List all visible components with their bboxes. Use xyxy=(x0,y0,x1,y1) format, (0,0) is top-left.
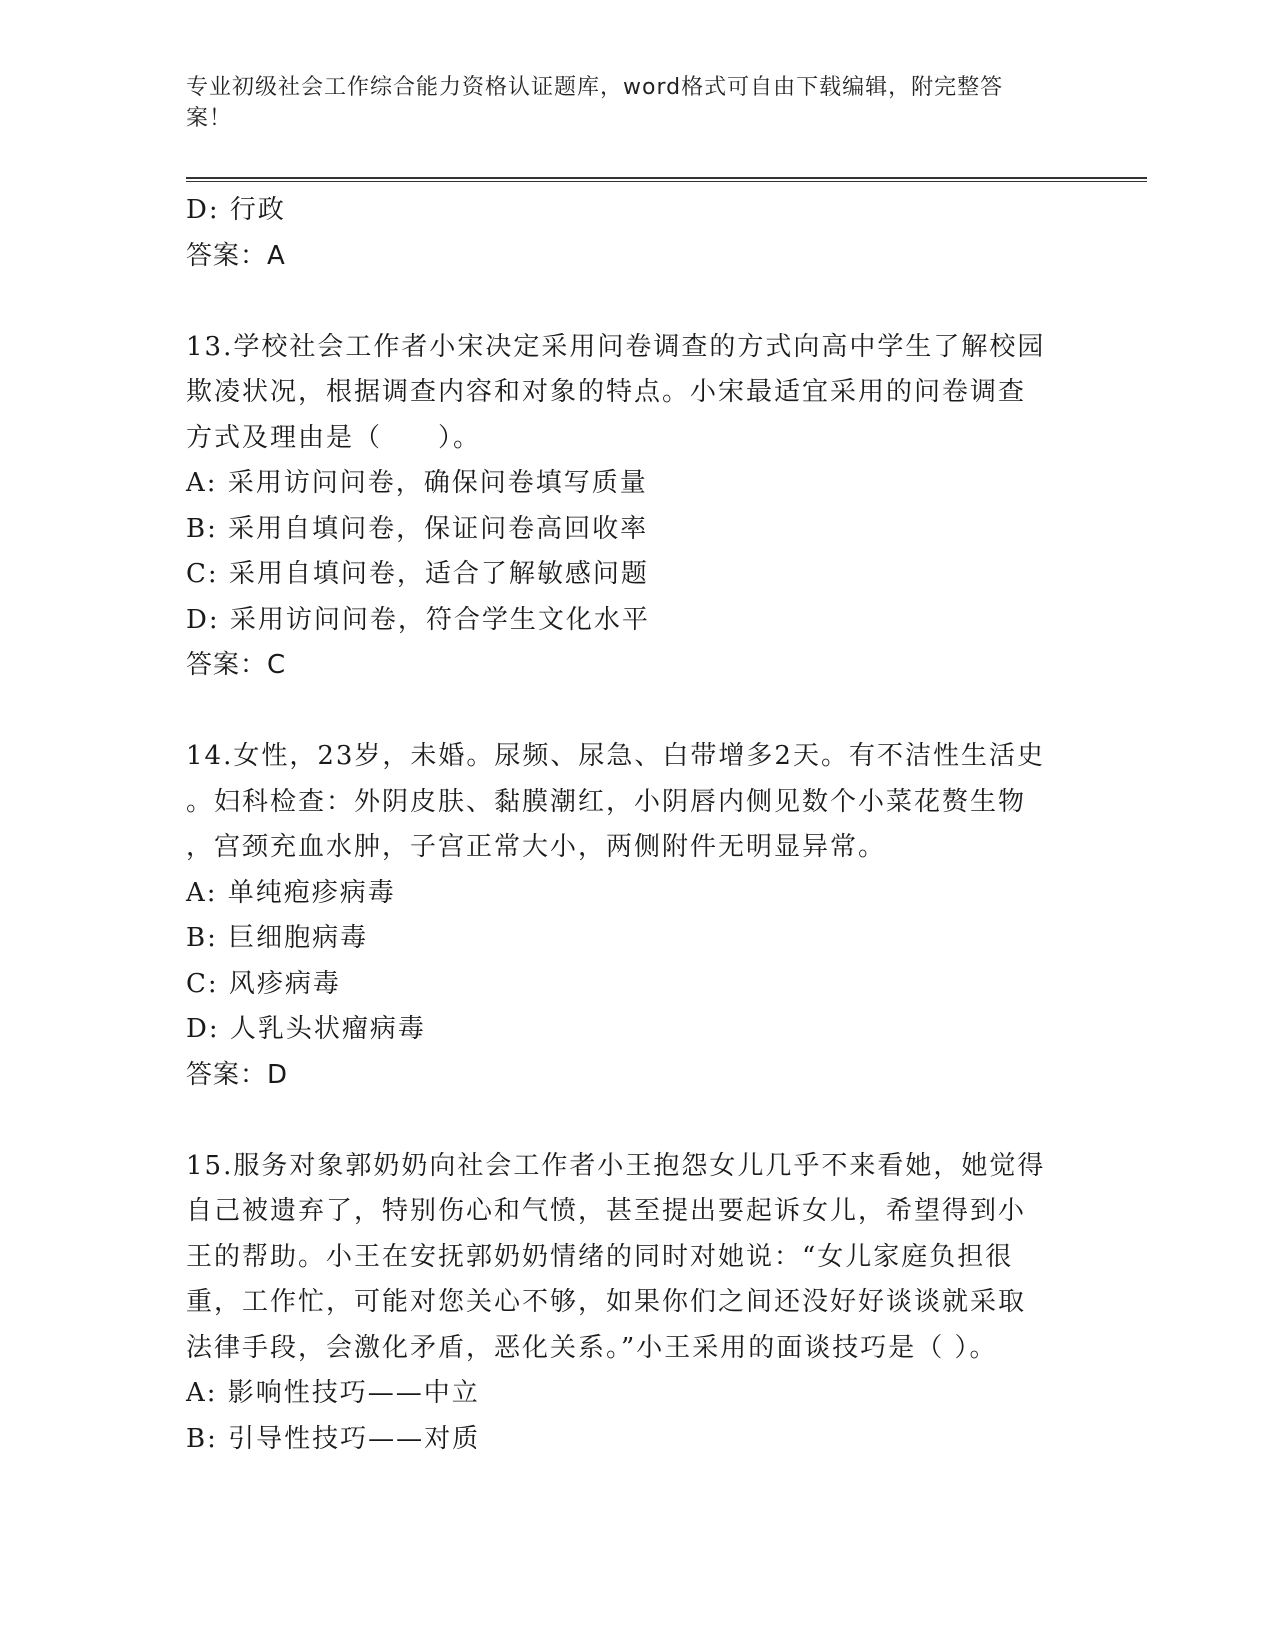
question-12-tail xyxy=(186,188,1086,279)
question-13-stem-line-2: 欺凌状况，根据调查内容和对象的特点。小宋最适宜采用的问卷调查 xyxy=(186,377,1027,407)
question-13-stem-line-1: 13.学校社会工作者小宋决定采用问卷调查的方式向高中学生了解校园 xyxy=(186,331,1046,362)
question-15-stem-line-5: 法律手段，会激化矛盾，恶化关系。”小王采用的面谈技巧是（ ）。 xyxy=(186,1332,998,1363)
question-15 xyxy=(186,1144,1086,1463)
spacer xyxy=(186,1098,1086,1144)
question-14-stem-line-1: 14.女性，23岁，未婚。尿频、尿急、白带增多2天。有不洁性生活史 xyxy=(186,741,1045,771)
spacer xyxy=(186,689,1086,735)
question-13-option-b: B: 采用自填问卷，保证问卷高回收率 xyxy=(186,513,649,544)
question-15-option-b: B: 引导性技巧——对质 xyxy=(186,1423,481,1454)
header-line-1: 专业初级社会工作综合能力资格认证题库，word格式可自由下载编辑，附完整答 xyxy=(186,75,1004,100)
document-body xyxy=(186,188,1086,1462)
question-13-stem-line-3: 方式及理由是（ ）。 xyxy=(186,422,482,453)
header-line-2: 案！ xyxy=(186,106,233,131)
question-15-stem-line-1: 15.服务对象郭奶奶向社会工作者小王抱怨女儿几乎不来看她，她觉得 xyxy=(186,1150,1046,1181)
question-14-option-d: D: 人乳头状瘤病毒 xyxy=(186,1014,426,1044)
question-14-option-a: A: 单纯疱疹病毒 xyxy=(186,877,396,908)
question-14-stem-line-3: ，宫颈充血水肿，子宫正常大小，两侧附件无明显异常。 xyxy=(186,832,887,862)
spacer xyxy=(186,279,1086,325)
question-14 xyxy=(186,734,1086,1098)
question-15-stem-line-2: 自己被遗弃了，特别伤心和气愤，甚至提出要起诉女儿，希望得到小 xyxy=(186,1196,1027,1226)
question-14-option-b: B: 巨细胞病毒 xyxy=(186,923,369,953)
question-13-option-a: A: 采用访问问卷，确保问卷填写质量 xyxy=(186,468,648,498)
question-13-answer: 答案：C xyxy=(186,650,287,680)
question-12-option-d: D: 行政 xyxy=(186,195,286,225)
question-15-option-a: A: 影响性技巧——中立 xyxy=(186,1378,480,1408)
question-14-answer: 答案：D xyxy=(186,1059,289,1090)
question-13 xyxy=(186,325,1086,689)
question-13-option-d: D: 采用访问问卷，符合学生文化水平 xyxy=(186,604,650,635)
question-14-option-c: C: 风疹病毒 xyxy=(186,968,341,999)
question-14-stem-line-2: 。妇科检查：外阴皮肤、黏膜潮红，小阴唇内侧见数个小菜花赘生物 xyxy=(186,786,1027,817)
page-header xyxy=(186,72,1066,134)
question-12-answer: 答案：A xyxy=(186,240,286,271)
header-divider xyxy=(186,177,1147,179)
question-13-option-c: C: 采用自填问卷，适合了解敏感问题 xyxy=(186,559,649,589)
question-15-stem-line-3: 王的帮助。小王在安抚郭奶奶情绪的同时对她说：“女儿家庭负担很 xyxy=(186,1241,1014,1272)
question-15-stem-line-4: 重，工作忙，可能对您关心不够，如果你们之间还没好好谈谈就采取 xyxy=(186,1287,1027,1317)
